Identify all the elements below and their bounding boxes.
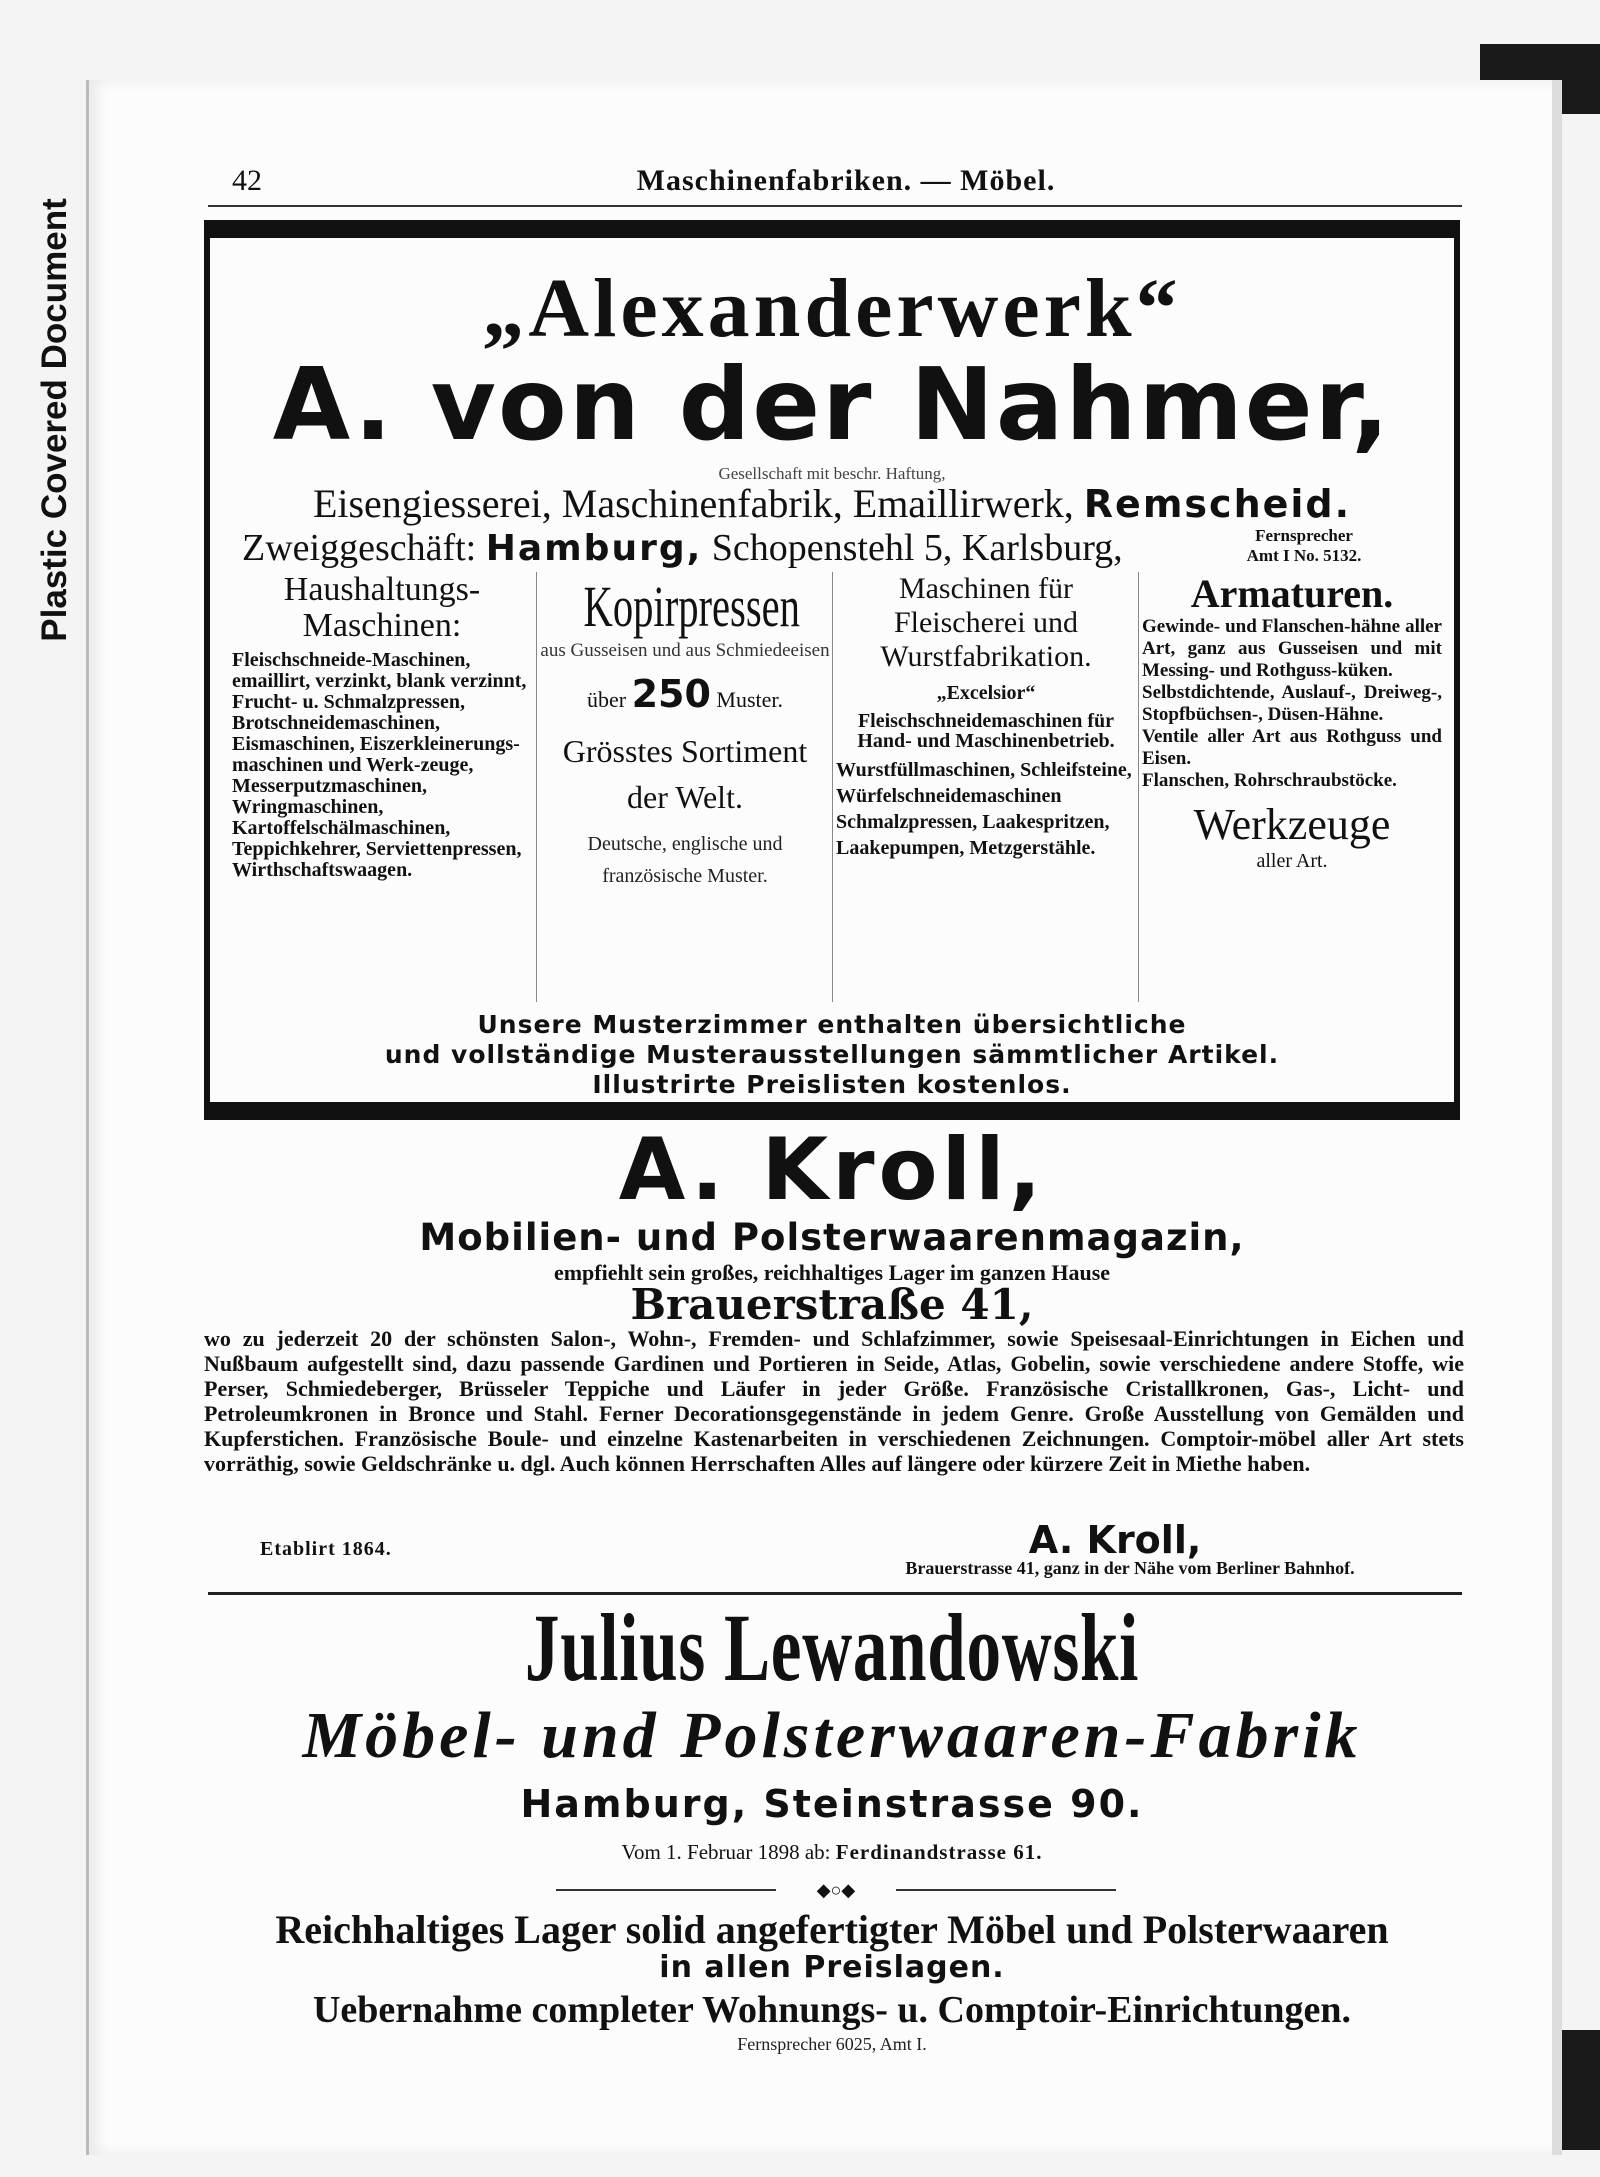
ad1-col2-muster — [540, 672, 830, 716]
header-rule — [208, 205, 1462, 207]
ad3-line3: Uebernahme completer Wohnungs- u. Comptoir-Einrichtungen. — [312, 1989, 1351, 2031]
ad3-phone: Fernsprecher 6025, Amt I. — [737, 2034, 927, 2054]
ad1-col4-p4: Flanschen, Rohrschraubstöcke. — [1142, 770, 1397, 791]
page-header — [232, 164, 1460, 204]
ad1-footer — [210, 1010, 1454, 1100]
ornament-icon: ◆○◆ — [816, 1880, 856, 1900]
ad2-signature-address: Brauerstrasse 41, ganz in der Nähe vom Berliner Bahnhof. — [905, 1558, 1355, 1578]
ad2-signature: A. Kroll, — [1028, 1518, 1202, 1562]
ad1-footer-line3: Illustrirte Preislisten kostenlos. — [592, 1070, 1072, 1099]
ad1-col4-p1: Gewinde- und Flanschen-hähne aller Art, ganz aus Gusseisen und mit Messing- und Rothguss-küken. — [1142, 616, 1442, 681]
ad2-recommends: empfiehlt sein großes, reichhaltiges Lager im ganzen Hause — [553, 1260, 1111, 1285]
ad1-col2-material: aus Gusseisen und aus Schmiedeeisen — [540, 640, 830, 661]
ad1-col4-p3: Ventile aller Art aus Rothguss und Eisen. — [1142, 726, 1442, 769]
ad1-title: „Alexanderwerk“ — [482, 262, 1182, 355]
ad1-col1-heading: Haushaltungs-Maschinen: — [283, 571, 481, 644]
ad1-col-fittings — [1142, 572, 1442, 873]
ad1-phone — [1204, 526, 1404, 566]
ad1-col2-heading: Kopirpressen — [583, 574, 800, 639]
ad3-move-pre: Vom 1. Februar 1898 ab: — [621, 1840, 831, 1864]
page-edge — [1552, 80, 1562, 2155]
ad1-phone-value: Amt I No. 5132. — [1246, 546, 1362, 565]
page-number: 42 — [232, 164, 262, 197]
ornament-line — [896, 1889, 1116, 1891]
ad1-col2-muster-num: 250 — [631, 672, 711, 716]
ad3-city-address: Hamburg, Steinstrasse 90. — [520, 1782, 1144, 1826]
ad1-business-line — [210, 480, 1454, 527]
ad1-col-presses — [540, 572, 830, 892]
ad1-branch-address: Schopenstehl 5, Karlsburg, — [711, 527, 1123, 569]
ad1-business-text: Eisengiesserei, Maschinenfabrik, Emaillirwerk, — [312, 481, 1074, 526]
ad3-line2: in allen Preislagen. — [659, 1950, 1005, 1985]
ad3-subtitle: Möbel- und Polsterwaaren-Fabrik — [302, 1699, 1362, 1772]
ad1-col1-items: Fleischschneide-Maschinen, emaillirt, verzinkt, blank verzinnt, Frucht- u. Schmalzpressen, Brotschneidemaschinen, Eismaschinen, Eiszerkleinerungs-maschinen und Werk-zeuge, Messerputzmaschinen, Wringmaschinen, Kartoffelschälmaschinen, Teppichkehrer, Serviettenpressen, Wirthschaftswaagen. — [232, 649, 527, 881]
ad1-legal-form: Gesellschaft mit beschr. Haftung, — [718, 464, 946, 483]
ad1-col3-excelsior: „Excelsior“ — [936, 682, 1036, 704]
ad1-city-remscheid: Remscheid. — [1083, 482, 1352, 526]
ad2-address: Brauerstraße 41, — [630, 1280, 1034, 1329]
ad1-col4-p2: Selbstdichtende, Auslauf-, Dreiweg-, Stopfbüchsen-, Düsen-Hähne. — [1142, 682, 1442, 725]
ad1-col4-tools-sub: aller Art. — [1256, 850, 1328, 872]
page-title: Maschinenfabriken. — Möbel. — [636, 164, 1056, 197]
column-divider — [832, 572, 833, 1002]
ad1-phone-label: Fernsprecher — [1255, 526, 1353, 545]
ad1-col2-origins: Deutsche, englische und französische Muster. — [587, 833, 783, 887]
ad1-col-household — [232, 572, 532, 881]
ad1-col3-items: Wurstfüllmaschinen, Schleifsteine, Würfelschneidemaschinen Schmalzpressen, Laakespritzen, Laakepumpen, Metzgerstähle. — [836, 759, 1132, 859]
ad1-company-name: A. von der Nahmer, — [272, 346, 1392, 463]
ad1-footer-line1: Unsere Musterzimmer enthalten übersichtliche — [477, 1010, 1187, 1039]
side-label: Plastic Covered Document — [35, 198, 74, 642]
ad3-move-address: Ferdinandstrasse 61. — [835, 1840, 1043, 1864]
ad1-col4-tools: Werkzeuge — [1193, 800, 1391, 849]
ad1-col2-muster-pre: über — [586, 687, 627, 712]
ad-alexanderwerk — [204, 220, 1460, 1120]
ornament-line — [556, 1889, 776, 1891]
ad2-body: wo zu jederzeit 20 der schönsten Salon-, Wohn-, Fremden- und Schlafzimmer, sowie Speisesaal-Einrichtungen in Eichen und Nußbaum aufgestellt sind, dazu passende Gardinen und Portieren in Seide, Atlas, Gobelin, sowie verschiedene andere Stoffe, wie Perser, Schmiedeberger, Brüsseler Teppiche und Läufer in jeder Größe. Französische Cristallkronen, Gas-, Licht- und Petroleumkronen in Bronce und Stahl. Ferner Decorationsgegenstände in jedem Genre. Große Ausstellung von Gemälden und Kupferstichen. Französische Boule- und einzelne Kastenarbeiten in verschiedenen Zeichnungen. Comptoir-möbel aller Art stets vorräthig, sowie Geldschränke u. dgl. Auch können Herrschaften Alles auf längere oder kürzere Zeit in Miethe haben. — [204, 1326, 1464, 1476]
ad1-branch-prefix: Zweiggeschäft: — [242, 527, 477, 569]
ad2-subtitle: Mobilien- und Polsterwaarenmagazin, — [419, 1216, 1245, 1259]
ad2-established: Etablirt 1864. — [260, 1538, 392, 1560]
ad1-footer-line2: und vollständige Musterausstellungen sämmtlicher Artikel. — [384, 1040, 1280, 1069]
column-divider — [1138, 572, 1139, 1002]
ad1-col2-assortment: Grösstes Sortiment der Welt. — [562, 733, 808, 815]
ad1-col4-heading: Armaturen. — [1190, 571, 1394, 616]
ad3-line1: Reichhaltiges Lager solid angefertigter Möbel und Polsterwaaren — [275, 1907, 1389, 1952]
ad3-name: Julius Lewandowski — [524, 1594, 1140, 1701]
ornament-divider — [556, 1880, 1116, 1900]
ad2-name: A. Kroll, — [618, 1120, 1046, 1220]
ad1-col3-heading: Maschinen für Fleischerei und Wurstfabrikation. — [880, 572, 1092, 673]
ad3-move-notice — [204, 1840, 1460, 1865]
ad1-branch-line — [242, 526, 1123, 570]
ad1-col-butchery — [836, 572, 1136, 861]
ad1-city-hamburg: Hamburg, — [485, 528, 703, 569]
column-divider — [536, 572, 537, 1002]
ad1-col3-sub: Fleischschneidemaschinen für Hand- und Maschinenbetrieb. — [857, 710, 1115, 752]
ad1-col2-muster-post: Muster. — [716, 687, 784, 712]
